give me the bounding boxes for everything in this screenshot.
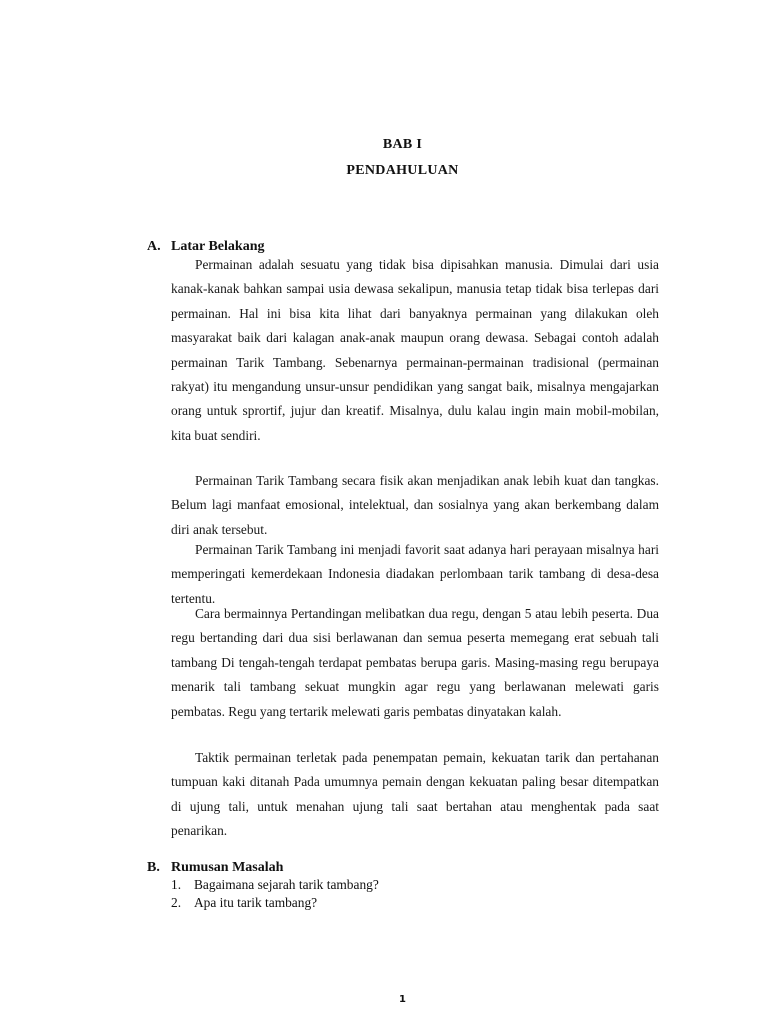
paragraph-2: Permainan Tarik Tambang secara fisik akan menjadikan anak lebih kuat dan tangkas. Belum lagi manfaat emosional, intelektual, dan sosialnya yang akan berkembang dalam diri anak tersebut. <box>171 473 659 537</box>
list-item-number: 1. <box>171 877 182 892</box>
paragraph-3-block <box>171 538 659 611</box>
list-item <box>171 894 379 912</box>
paragraph-4: Cara bermainnya Pertandingan melibatkan dua regu, dengan 5 atau lebih peserta. Dua regu bertanding dari dua sisi berlawanan dan semua peserta memegang erat sebuah tali tambang Di tengah-tengah terdapat pembatas berupa garis. Masing-masing regu berupaya menarik tali tambang sekuat mungkin agar regu yang berlawanan melewati garis pembatas. Regu yang tertarik melewati garis pembatas dinyatakan kalah. <box>171 606 659 719</box>
paragraph-3: Permainan Tarik Tambang ini menjadi favorit saat adanya hari perayaan misalnya hari memperingati kemerdekaan Indonesia diadakan perlombaan tarik tambang di desa-desa tertentu. <box>171 542 659 606</box>
chapter-title: PENDAHULUAN <box>346 163 459 178</box>
section-a-letter: A. <box>147 239 161 254</box>
list-item <box>171 876 379 894</box>
paragraph-5-block <box>171 746 659 844</box>
list-item-number: 2. <box>171 895 182 910</box>
list-item-text: Bagaimana sejarah tarik tambang? <box>194 877 379 892</box>
paragraph-1: Permainan adalah sesuatu yang tidak bisa dipisahkan manusia. Dimulai dari usia kanak-kanak bahkan sampai usia dewasa sekalipun, manusia tetap tidak bisa terlepas dari permainan. Hal ini bisa kita lihat dari banyaknya permainan yang dilakukan oleh masyarakat baik dari kalagan anak-anak maupun orang dewasa. Sebagai contoh adalah permainan Tarik Tambang. Sebenarnya permainan-permainan tradisional (permainan rakyat) itu mengandung unsur-unsur pendidikan yang sangat baik, misalnya mengajarkan orang untuk sprortif, jujur dan kreatif. Misalnya, dulu kalau ingin main mobil-mobilan, kita buat sendiri. <box>171 257 659 443</box>
page-number: 1 <box>399 994 406 1005</box>
paragraph-2-block <box>171 469 659 542</box>
section-b-heading <box>147 860 283 876</box>
list-item-text: Apa itu tarik tambang? <box>194 895 318 910</box>
section-a-title: Latar Belakang <box>171 239 265 254</box>
chapter-number: BAB I <box>382 137 423 152</box>
paragraph-1-block <box>171 253 659 448</box>
paragraph-5: Taktik permainan terletak pada penempatan pemain, kekuatan tarik dan pertahanan tumpuan kaki ditanah Pada umumnya pemain dengan kekuatan paling besar ditempatkan di ujung tali, untuk menahan ujung tali saat bertahan atau menghentak pada saat penarikan. <box>171 750 659 839</box>
problem-list <box>171 876 379 912</box>
paragraph-4-block <box>171 602 659 724</box>
section-b-letter: B. <box>147 860 160 875</box>
section-b-title: Rumusan Masalah <box>171 860 284 875</box>
